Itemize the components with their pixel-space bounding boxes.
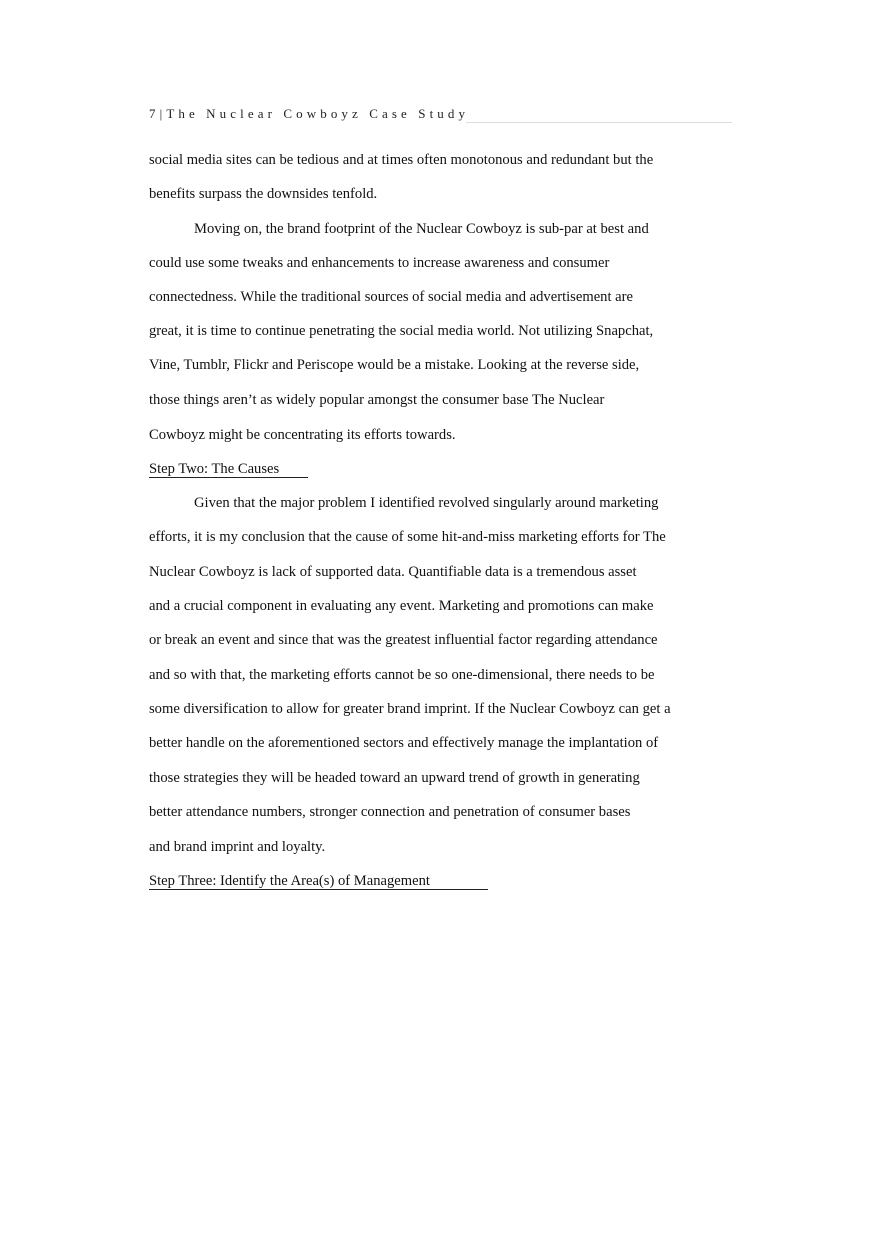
body-line: Nuclear Cowboyz is lack of supported data. Quantifiable data is a tremendous asset bbox=[149, 564, 637, 580]
header-separator: | bbox=[159, 106, 167, 121]
body-line: efforts, it is my conclusion that the cause of some hit-and-miss marketing efforts for The bbox=[149, 529, 666, 545]
body-line: better handle on the aforementioned sectors and effectively manage the implantation of bbox=[149, 735, 659, 751]
body-line: better attendance numbers, stronger connection and penetration of consumer bases bbox=[149, 804, 631, 820]
page-number: 7 bbox=[149, 106, 160, 121]
section-heading bbox=[149, 460, 279, 478]
heading-underline bbox=[149, 477, 308, 478]
running-header bbox=[149, 106, 469, 122]
heading-underline bbox=[149, 889, 488, 890]
body-line: or break an event and since that was the greatest influential factor regarding attendance bbox=[149, 632, 658, 648]
body-line: those things aren’t as widely popular amongst the consumer base The Nuclear bbox=[149, 392, 605, 408]
body-line: Cowboyz might be concentrating its efforts towards. bbox=[149, 427, 456, 443]
body-line: and brand imprint and loyalty. bbox=[149, 839, 326, 855]
header-title: The Nuclear Cowboyz Case Study bbox=[166, 106, 470, 121]
body-line: Vine, Tumblr, Flickr and Periscope would be a mistake. Looking at the reverse side, bbox=[149, 357, 640, 373]
body-line: Given that the major problem I identified revolved singularly around marketing bbox=[194, 495, 659, 511]
body-line: could use some tweaks and enhancements to increase awareness and consumer bbox=[149, 255, 610, 271]
body-line: social media sites can be tedious and at times often monotonous and redundant but the bbox=[149, 152, 654, 168]
section-heading-text: Step Three: Identify the Area(s) of Management bbox=[149, 873, 430, 889]
body-line: some diversification to allow for greater brand imprint. If the Nuclear Cowboyz can get a bbox=[149, 701, 671, 717]
body-line: and a crucial component in evaluating any event. Marketing and promotions can make bbox=[149, 598, 654, 614]
section-heading bbox=[149, 872, 430, 890]
body-line: and so with that, the marketing efforts cannot be so one-dimensional, there needs to be bbox=[149, 667, 655, 683]
body-line: those strategies they will be headed toward an upward trend of growth in generating bbox=[149, 770, 640, 786]
body-line: connectedness. While the traditional sources of social media and advertisement are bbox=[149, 289, 633, 305]
section-heading-text: Step Two: The Causes bbox=[149, 461, 280, 477]
header-rule bbox=[466, 122, 732, 123]
body-line: Moving on, the brand footprint of the Nuclear Cowboyz is sub-par at best and bbox=[194, 221, 649, 237]
body-line: benefits surpass the downsides tenfold. bbox=[149, 186, 378, 202]
body-line: great, it is time to continue penetrating the social media world. Not utilizing Snapchat, bbox=[149, 323, 654, 339]
